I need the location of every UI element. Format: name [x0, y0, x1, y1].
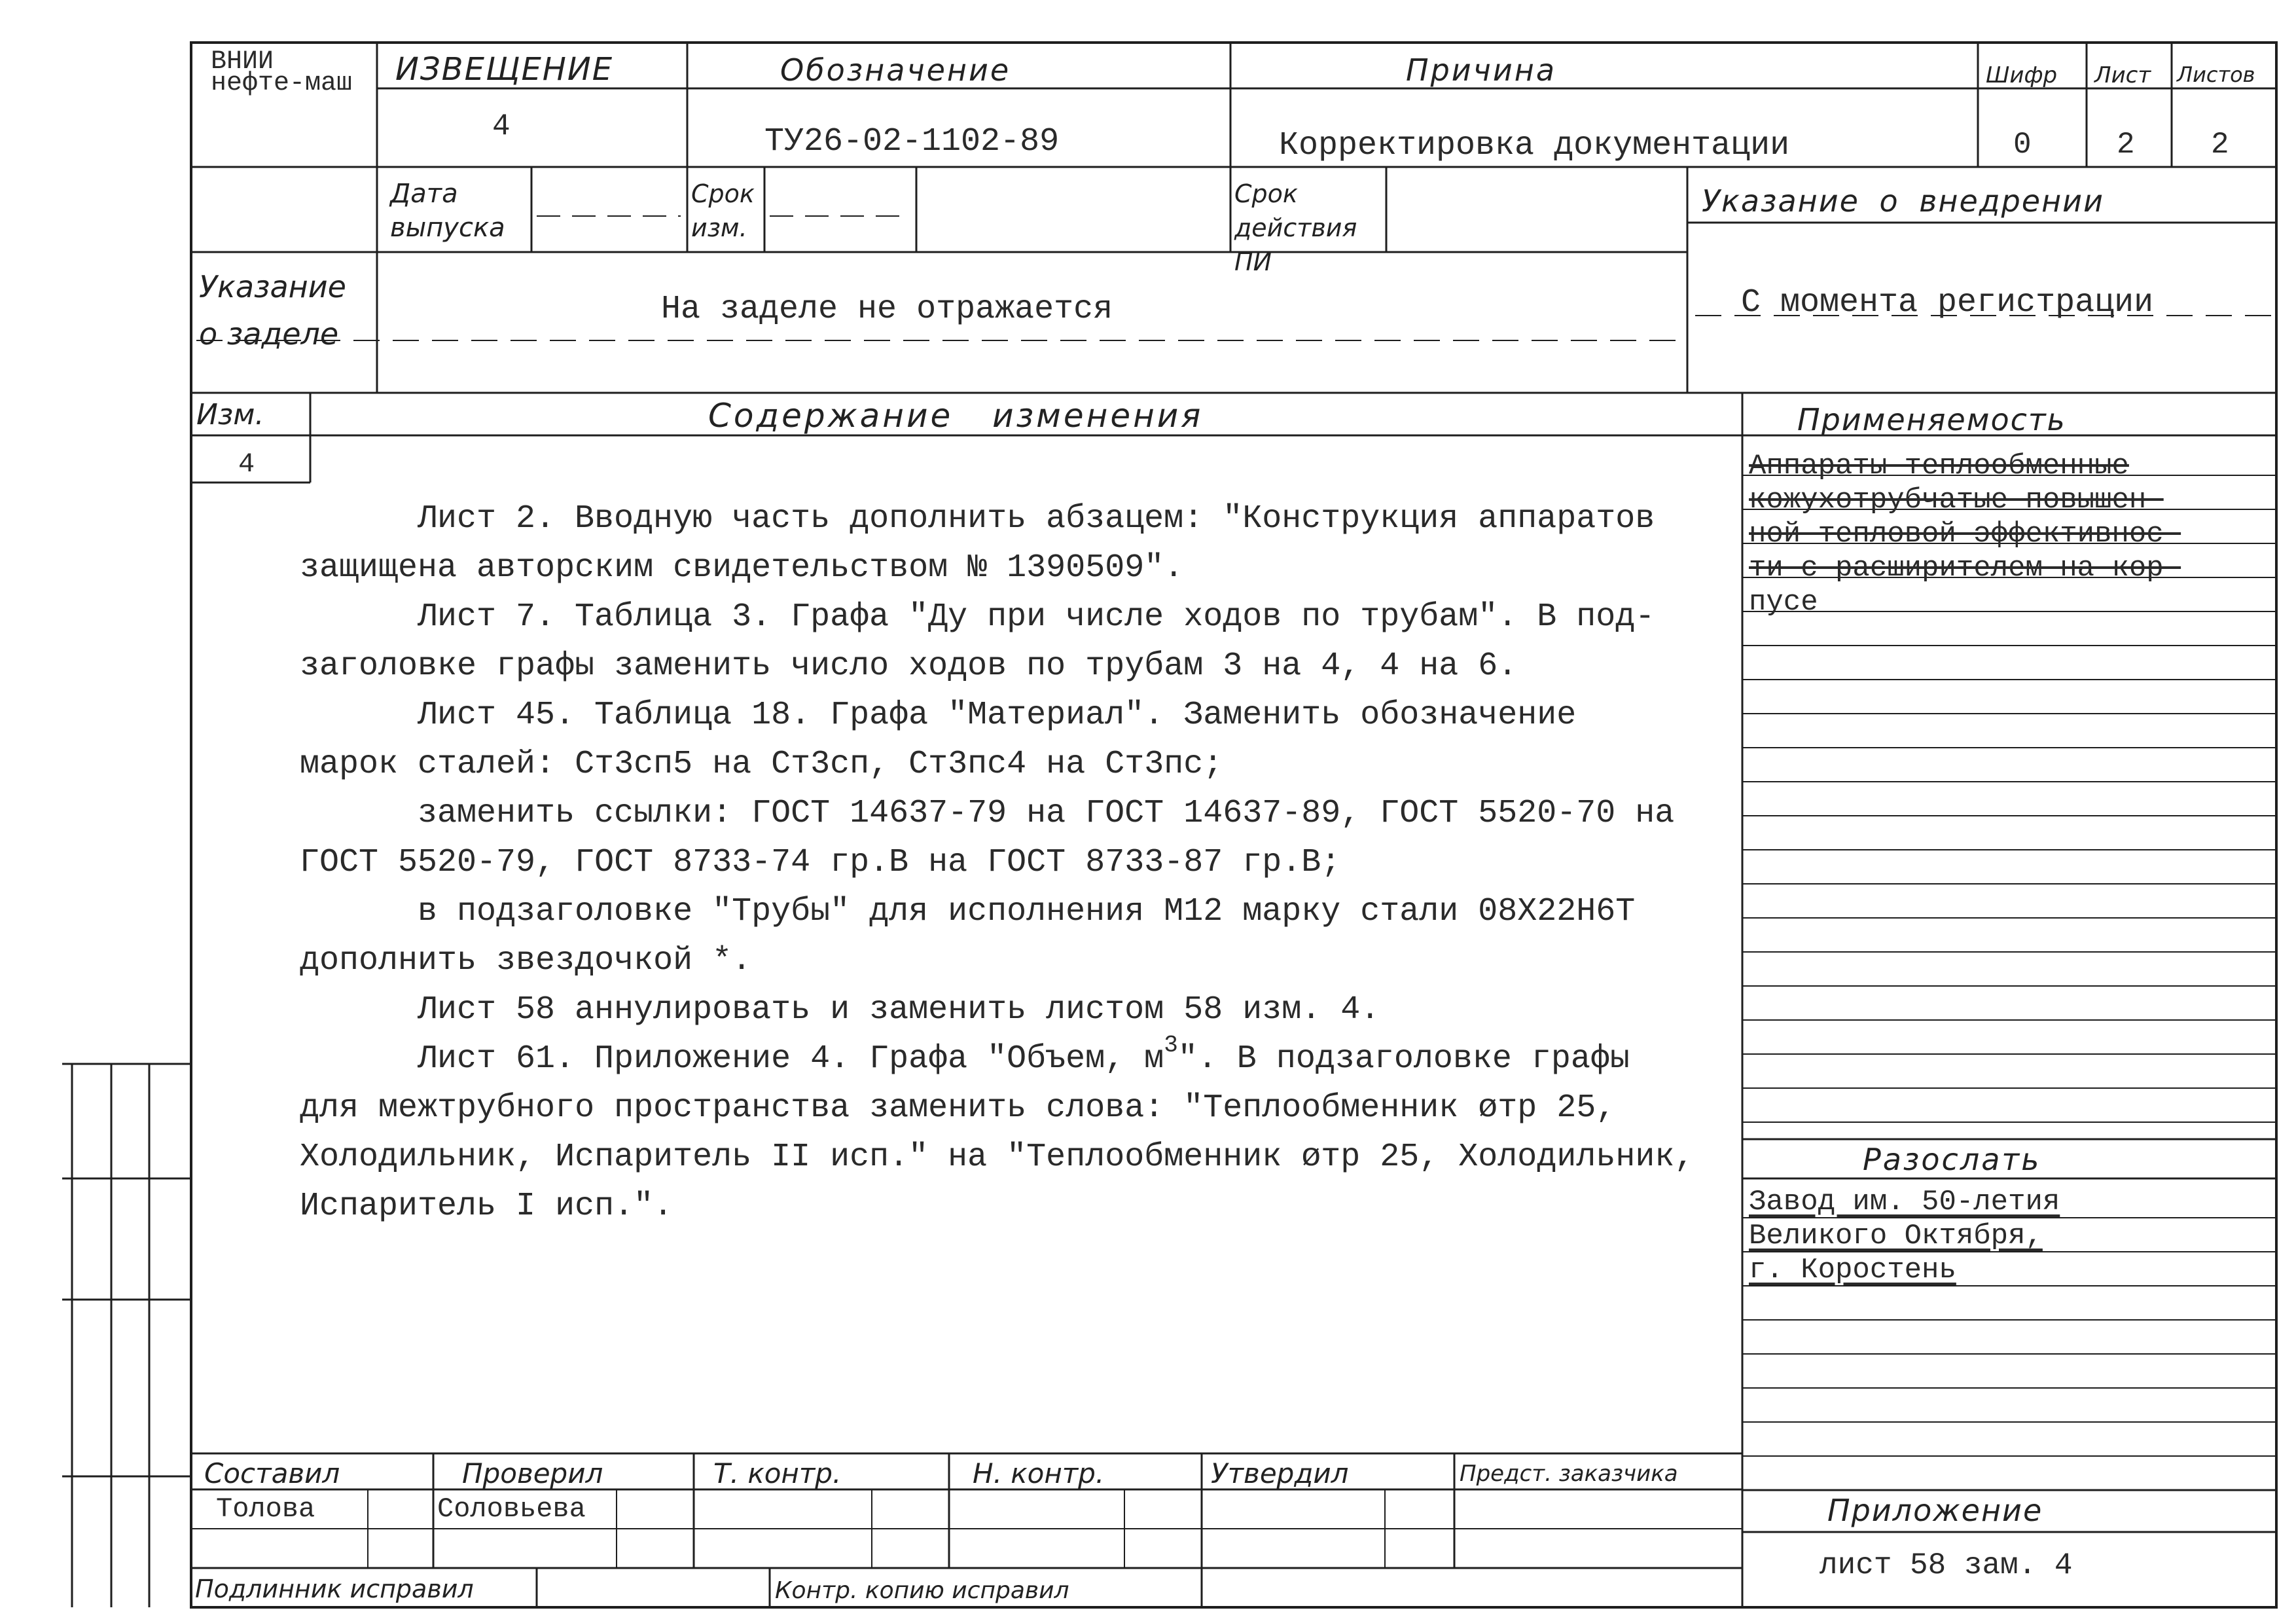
tcontrol-label: Т. контр. [713, 1457, 842, 1489]
content-line [418, 699, 1576, 732]
content-line [418, 991, 1380, 1029]
content-line-text: Лист 2. Вводную часть дополнить абзацем: "Конструкция аппаратов [418, 500, 1655, 538]
applicability-label: Применяемость [1797, 402, 2066, 437]
content-line [300, 1141, 1694, 1174]
applicability-line: пусе [1749, 586, 1818, 619]
content-line-text: заголовке графы заменить число ходов по трубам 3 на 4, 4 на 6. [300, 647, 1518, 685]
content-line-text: Лист 58 аннулировать и заменить листом 58 изм. 4. [418, 991, 1380, 1029]
sheet-value: 2 [2117, 128, 2135, 162]
issue-date-label: Дата выпуска [390, 179, 505, 243]
appendix-label: Приложение [1827, 1493, 2043, 1528]
sheet-label: Лист [2094, 62, 2151, 88]
content-line [300, 1190, 673, 1223]
content-line-text: Холодильник, Испаритель II исп." на "Теплообменник øтр 25, Холодильник, [300, 1139, 1695, 1176]
applicability-line: Аппараты теплообменные [1749, 450, 2129, 483]
content-line-text: в подзаголовке "Трубы" для исполнения М12 марку стали 08Х22Н6Т [418, 893, 1636, 930]
notice-number: 4 [492, 109, 511, 143]
content-line-text: Лист 61. Приложение 4. Графа "Объем, м [418, 1040, 1164, 1078]
content-line [300, 647, 1518, 685]
notice-label: ИЗВЕЩЕНИЕ [395, 51, 614, 88]
content-line-text: ГОСТ 5520-79, ГОСТ 8733-74 гр.В на ГОСТ 8733-87 гр.В; [300, 844, 1341, 881]
customer-label: Предст. заказчика [1460, 1461, 1678, 1487]
izm-label: Изм. [196, 398, 264, 431]
superscript: 3 [1164, 1032, 1178, 1059]
implementation-label: Указание о внедрении [1702, 183, 2104, 219]
compiled-name: Толова [216, 1493, 315, 1525]
izm-value: 4 [238, 448, 255, 480]
content-line-text: Лист 7. Таблица 3. Графа "Ду при числе ходов по трубам". В под- [418, 598, 1655, 636]
applicability-line: ти с расширителем на кор- [1749, 552, 2181, 585]
content-line-text: марок сталей: Ст3сп5 на Ст3сп, Ст3пс4 на Ст3пс; [300, 746, 1223, 783]
content-line [300, 549, 1184, 587]
approved-label: Утвердил [1211, 1457, 1349, 1489]
distribute-label: Разослать [1863, 1142, 2041, 1177]
code-label: Шифр [1986, 62, 2058, 88]
content-line [300, 942, 752, 979]
content-line [418, 1032, 1630, 1078]
checked-name: Соловьева [437, 1493, 586, 1525]
backlog-value: На заделе не отражается [661, 291, 1113, 328]
ncontrol-label: Н. контр. [973, 1457, 1105, 1489]
distribute-line: Завод им. 50-летия [1749, 1186, 2060, 1218]
content-line [300, 844, 1341, 881]
appendix-value: лист 58 зам. 4 [1820, 1548, 2073, 1582]
content-title: Содержание изменения [708, 397, 1204, 435]
change-term-label: Срок изм. [691, 179, 755, 242]
checked-label: Проверил [462, 1457, 603, 1489]
sheets-value: 2 [2211, 128, 2229, 162]
content-line [300, 748, 1223, 781]
content-line [418, 797, 1674, 830]
applicability-line: кожухотрубчатые повышен- [1749, 484, 2164, 517]
content-line [418, 893, 1636, 930]
original-fixed-label: Подлинник исправил [195, 1575, 474, 1603]
content-line-tail: ". В подзаголовке графы [1177, 1040, 1630, 1078]
content-line-text: заменить ссылки: ГОСТ 14637-79 на ГОСТ 14637-89, ГОСТ 5520-70 на [418, 795, 1675, 832]
content-line-text: для межтрубного пространства заменить слова: "Теплообменник øтр 25, [300, 1089, 1616, 1127]
content-line [418, 598, 1655, 636]
reason-value: Корректировка документации [1279, 127, 1790, 164]
sheets-label: Листов [2177, 62, 2255, 87]
reason-label: Причина [1406, 52, 1557, 88]
implementation-value: С момента регистрации [1741, 284, 2154, 321]
designation-label: Обозначение [780, 52, 1011, 88]
distribute-line: Великого Октября, [1749, 1220, 2043, 1252]
content-line-text: дополнить звездочкой *. [300, 942, 752, 979]
copy-fixed-label: Контр. копию исправил [775, 1577, 1069, 1604]
distribute-line: г. Коростень [1749, 1254, 1956, 1286]
content-line [418, 500, 1655, 538]
content-line [300, 1089, 1616, 1127]
content-line-text: Лист 45. Таблица 18. Графа "Материал". Заменить обозначение [418, 697, 1577, 734]
org-name: ВНИИ нефте-маш [211, 47, 353, 98]
content-line-text: Испаритель I исп.". [300, 1188, 673, 1225]
compiled-label: Составил [204, 1457, 340, 1489]
content-line-text: защищена авторским свидетельством № 1390509". [300, 549, 1184, 587]
backlog-label: Указание о заделе [199, 269, 346, 352]
code-value: 0 [2013, 128, 2032, 162]
pi-term-label: Срок действия ПИ [1234, 179, 1357, 276]
designation-value: ТУ26-02-1102-89 [764, 123, 1060, 160]
applicability-line: ной тепловой эффективнос- [1749, 518, 2181, 551]
